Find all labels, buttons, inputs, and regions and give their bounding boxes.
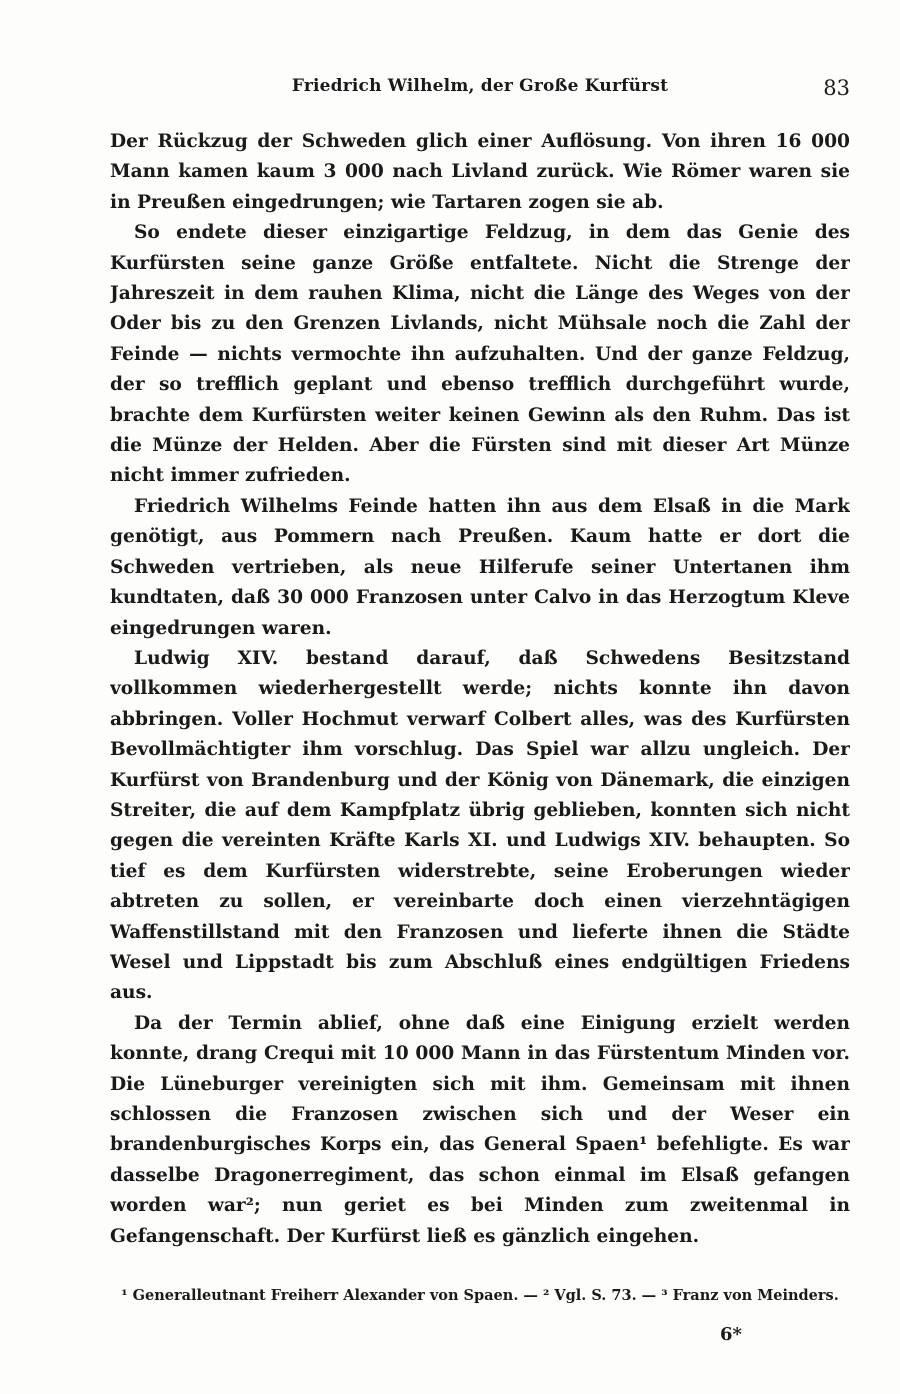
paragraph: Da der Termin ablief, ohne daß eine Einigung erzielt werden konnte, drang Crequi mit 10 000 Mann in das Fürstentum Minden vor. Die Lüneburger vereinigten sich mit ihm. Gemeinsam mit ihnen schlossen die Franzosen zwischen sich und der Weser ein brandenburgisches Korps ein, das General Spaen¹ befehligte. Es war dasselbe Dragonerregiment, das schon einmal im Elsaß gefangen worden war²; nun geriet es bei Minden zum zweitenmal in Gefangenschaft. Der Kurfürst ließ es gänzlich eingehen. bbox=[110, 1012, 850, 1247]
page-number: 83 bbox=[823, 76, 850, 100]
printer-signature: 6* bbox=[720, 1324, 742, 1345]
running-title: Friedrich Wilhelm, der Große Kurfürst bbox=[291, 76, 669, 96]
footnotes: ¹ Generalleutnant Freiherr Alexander von Spaen. — ² Vgl. S. 73. — ³ Franz von Meinders. bbox=[121, 1287, 839, 1304]
paragraph: Friedrich Wilhelms Feinde hatten ihn aus dem Elsaß in die Mark genötigt, aus Pommern nach Preußen. Kaum hatte er dort die Schweden vertrieben, als neue Hilferufe seiner Untertanen ihm kundtaten, daß 30 000 Franzosen unter Calvo in das Herzogtum Kleve eingedrungen waren. bbox=[110, 495, 850, 639]
paragraph: So endete dieser einzigartige Feldzug, in dem das Genie des Kurfürsten seine ganze Größe entfaltete. Nicht die Strenge der Jahreszeit in dem rauhen Klima, nicht die Länge des Weges von der Oder bis zu den Grenzen Livlands, nicht Mühsale noch die Zahl der Feinde — nichts vermochte ihn aufzuhalten. Und der ganze Feldzug, der so trefflich geplant und ebenso trefflich durchgeführt wurde, brachte dem Kurfürsten weiter keinen Gewinn als den Ruhm. Das ist die Münze der Helden. Aber die Fürsten sind mit dieser Art Münze nicht immer zufrieden. bbox=[110, 222, 850, 487]
paragraph bbox=[110, 1252, 850, 1257]
paragraph: Ludwig XIV. bestand darauf, daß Schwedens Besitzstand vollkommen wiederhergestellt werde; nichts konnte ihn davon abbringen. Voller Hochmut verwarf Colbert alles, was des Kurfürsten Bevollmächtigter ihm vorschlug. Das Spiel war allzu ungleich. Der Kurfürst von Brandenburg und der König von Dänemark, die einzigen Streiter, die auf dem Kampfplatz übrig geblieben, konnten sich nicht gegen die vereinten Kräfte Karls XI. und Ludwigs XIV. behaupten. So tief es dem Kurfürsten widerstrebte, seine Eroberungen wieder abtreten zu sollen, er vereinbarte doch einen vierzehntägigen Waffenstillstand mit den Franzosen und lieferte ihnen die Städte Wesel und Lippstadt bis zum Abschluß eines endgültigen Friedens aus. bbox=[110, 647, 850, 1004]
body-text bbox=[110, 127, 850, 1257]
paragraph: Der Rückzug der Schweden glich einer Auflösung. Von ihren 16 000 Mann kamen kaum 3 000 nach Livland zurück. Wie Römer waren sie in Preußen eingedrungen; wie Tartaren zogen sie ab. bbox=[110, 131, 850, 213]
running-head bbox=[110, 72, 850, 104]
